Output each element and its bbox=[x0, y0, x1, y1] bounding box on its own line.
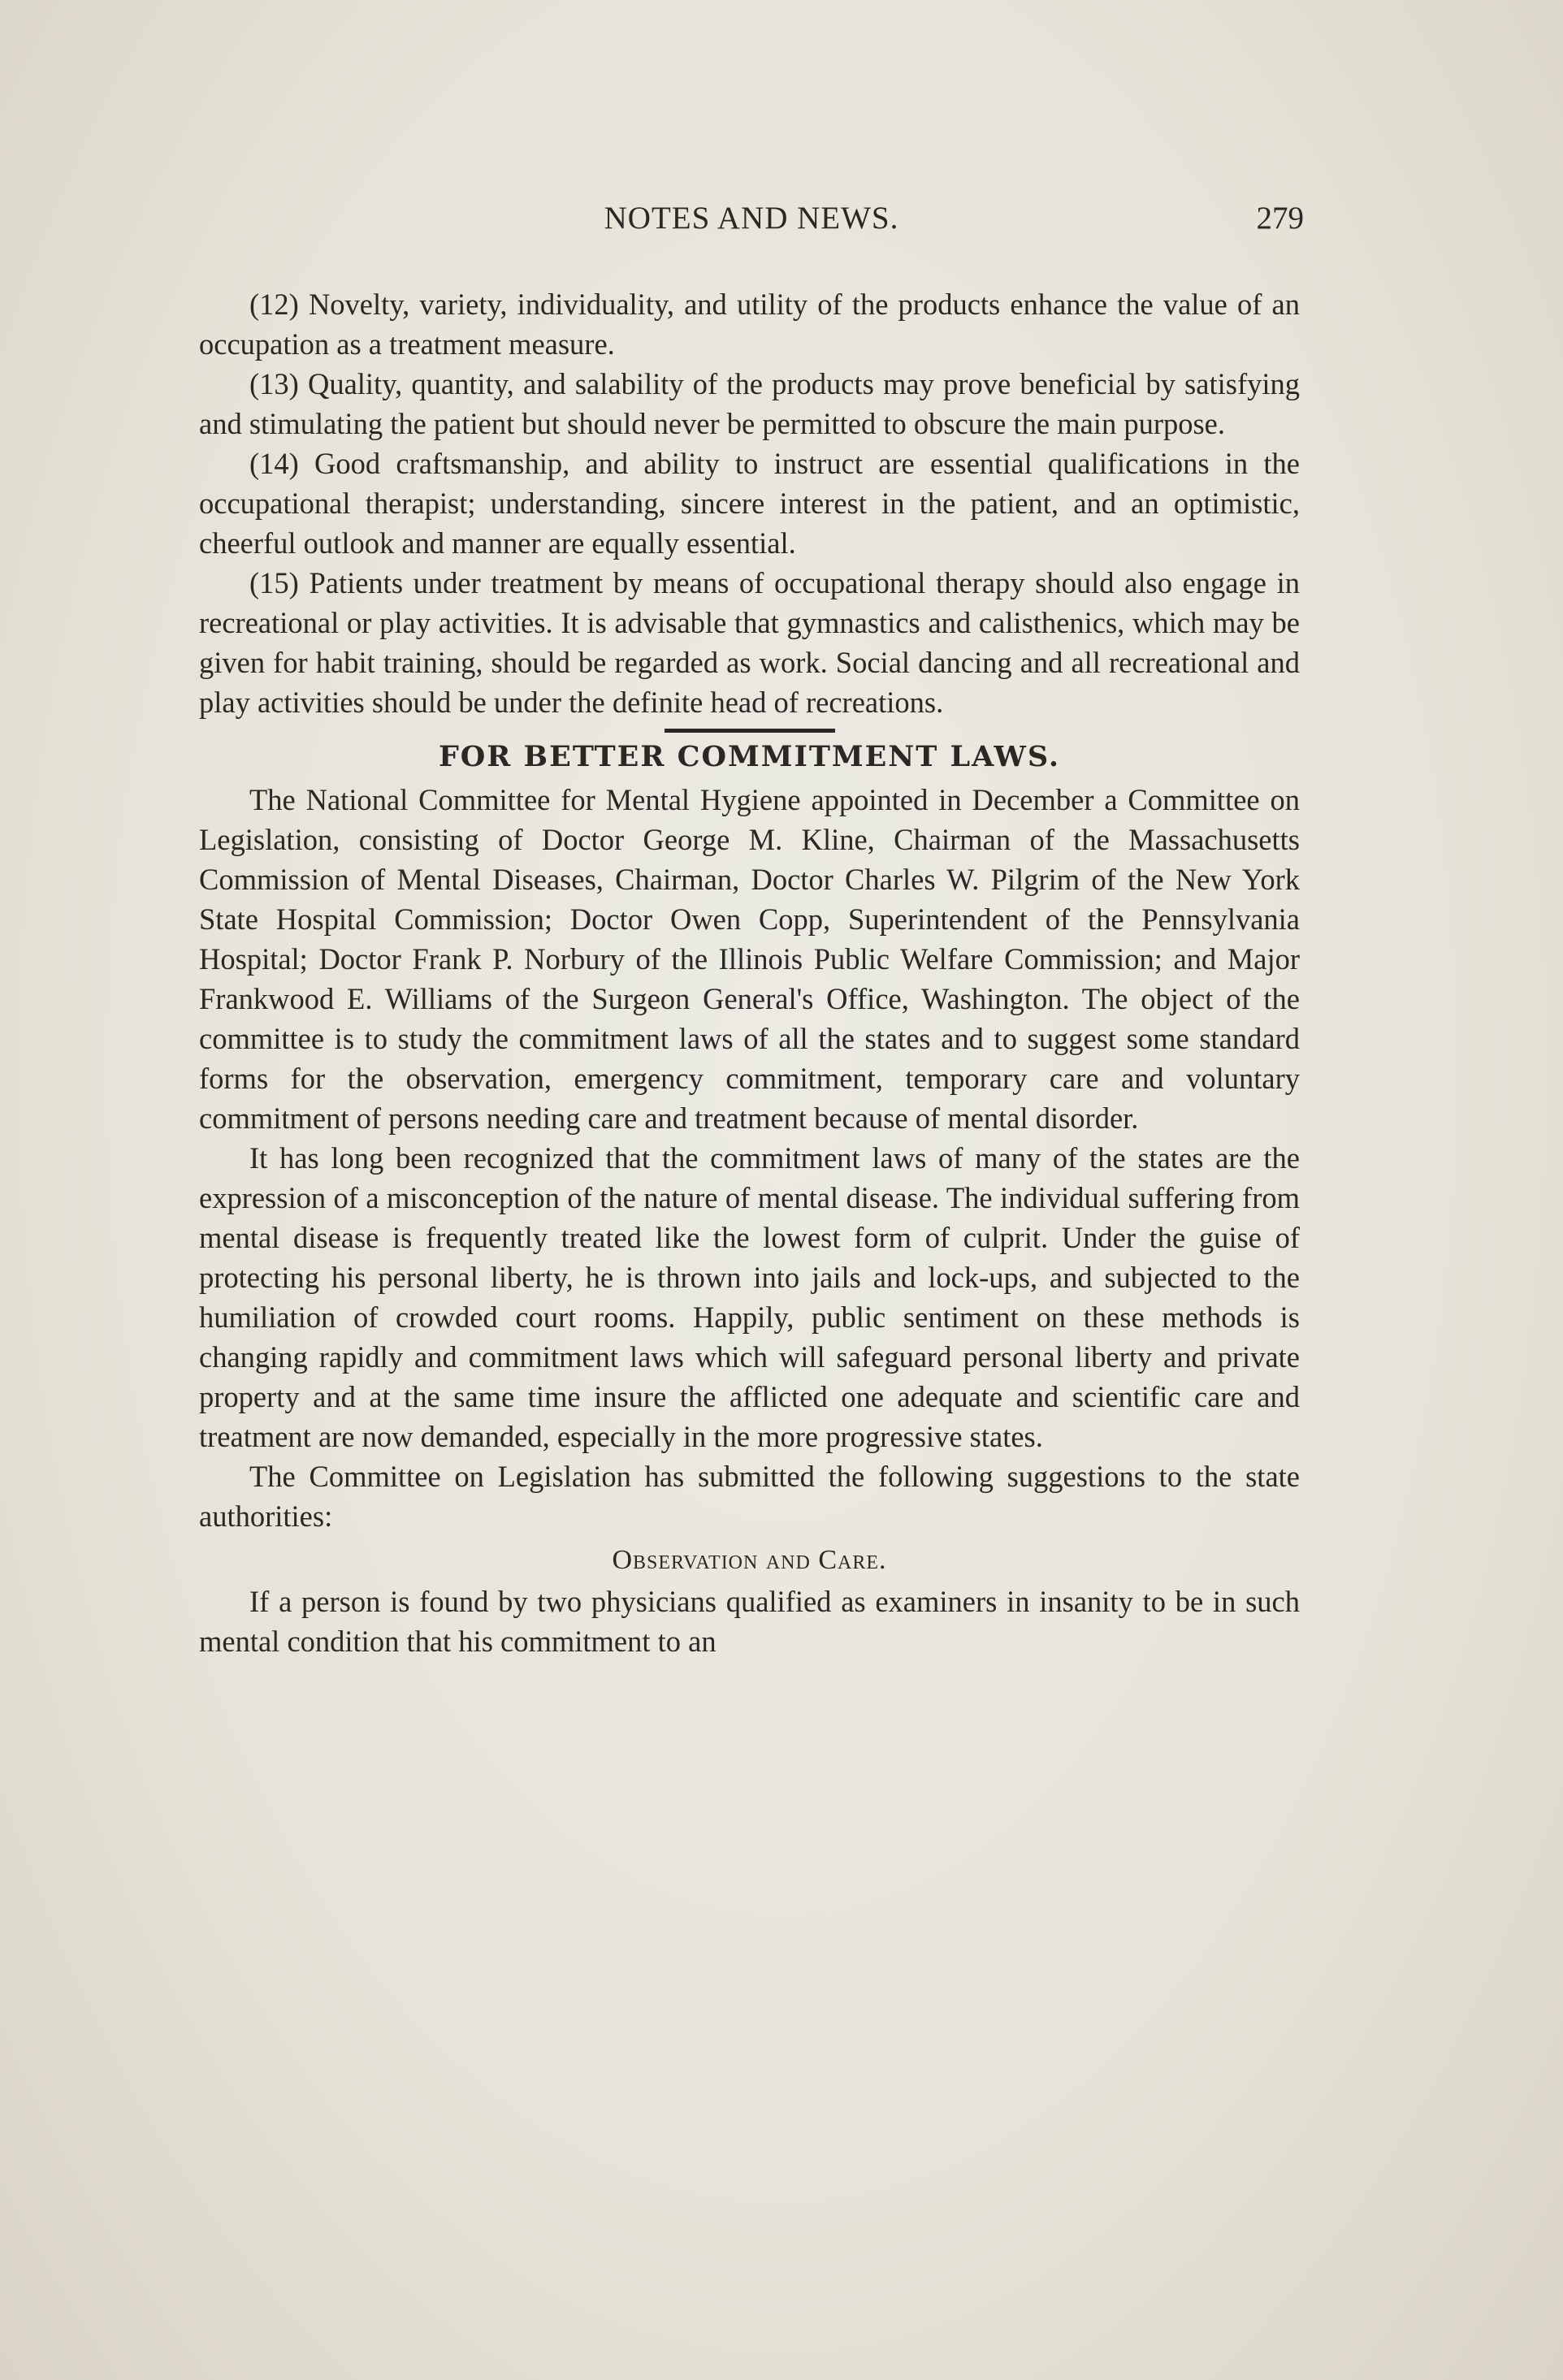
section-divider bbox=[665, 729, 835, 733]
paragraph-item-12: (12) Novelty, variety, individuality, and utility of the products enhance the value of an occupation as a treatment measure. bbox=[199, 288, 1300, 361]
body-text bbox=[199, 284, 1300, 1661]
paragraph-commitment-laws: It has long been recognized that the commitment laws of many of the states are the expression of a misconception of the nature of mental disease. The individual suffering from mental disease is frequently treated like the lowest form of culprit. Under the guise of protecting his personal liberty, he is thrown into jails and lock-ups, and subjected to the humiliation of crowded court rooms. Happily, public sentiment on these methods is changing rapidly and commitment laws which will safeguard personal liberty and private property and at the same time insure the afflicted one adequate and scientific care and treatment are now demanded, especially in the more progressive states. bbox=[199, 1141, 1300, 1453]
paragraph-item-15: (15) Patients under treatment by means of occupational therapy should also engage in recreational or play activities. It is advisable that gymnastics and calisthenics, which may be given for habit training, should be regarded as work. Social dancing and all recreational and play activities should be under the definite head of recreations. bbox=[199, 566, 1300, 719]
page-number: 279 bbox=[1256, 201, 1304, 236]
subsection-heading: Observation and Care. bbox=[612, 1545, 887, 1575]
paragraph-item-13: (13) Quality, quantity, and salability of the products may prove beneficial by satisfying and stimulating the patient but should never be permitted to obscure the main purpose. bbox=[199, 367, 1300, 440]
running-title: NOTES AND NEWS. bbox=[604, 201, 899, 236]
paragraph-item-14: (14) Good craftsmanship, and ability to instruct are essential qualifications in the occupational therapist; understanding, sincere interest in the patient, and an optimistic, cheerful outlook and manner are equally essential. bbox=[199, 447, 1300, 560]
paragraph-suggestions: The Committee on Legislation has submitted the following suggestions to the state authorities: bbox=[199, 1460, 1300, 1533]
running-head bbox=[199, 200, 1304, 249]
section-heading: FOR BETTER COMMITMENT LAWS. bbox=[438, 740, 1061, 773]
paragraph-committee-appointment: The National Committee for Mental Hygiene appointed in December a Committee on Legislation, consisting of Doctor George M. Kline, Chairman of the Massachusetts Commission of Mental Diseases, Chairman, Doctor Charles W. Pilgrim of the New York State Hospital Commission; Doctor Owen Copp, Superintendent of the Pennsylvania Hospital; Doctor Frank P. Norbury of the Illinois Public Welfare Commission; and Major Frankwood E. Williams of the Surgeon General's Office, Washington. The object of the committee is to study the commitment laws of all the states and to suggest some standard forms for the observation, emergency commitment, temporary care and voluntary commitment of persons needing care and treatment because of mental disorder. bbox=[199, 783, 1300, 1135]
paragraph-observation: If a person is found by two physicians qualified as examiners in insanity to be in such mental condition that his commitment to an bbox=[199, 1585, 1300, 1658]
